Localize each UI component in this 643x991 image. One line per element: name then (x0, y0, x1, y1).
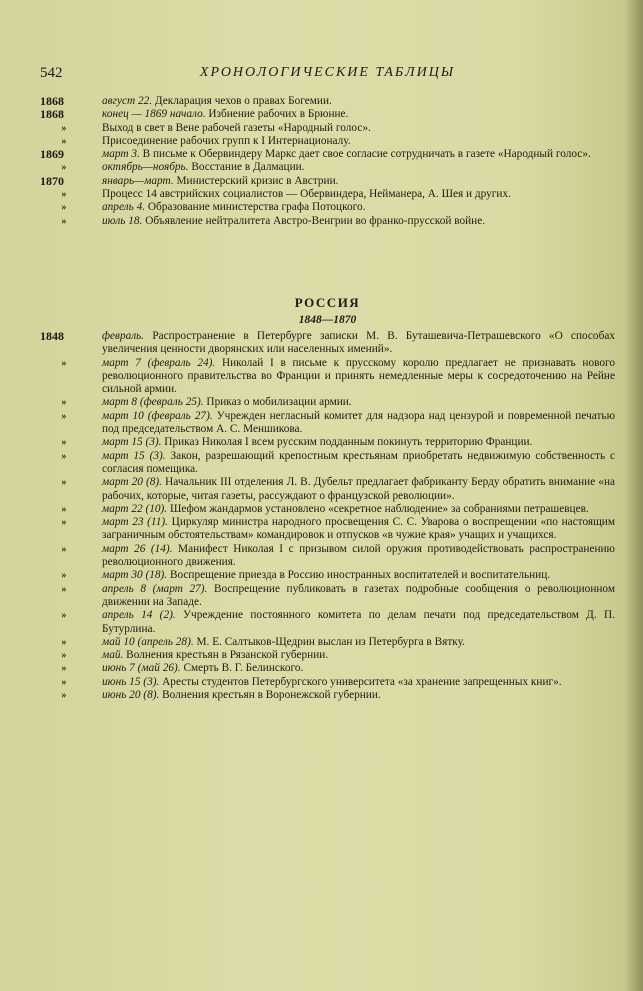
entry-year: » (61, 570, 67, 582)
entry-year: 1868 (40, 94, 64, 108)
entry-year: » (61, 610, 67, 622)
entry-date: март 20 (8). (102, 476, 163, 489)
chronology-entry (40, 450, 615, 477)
entry-year: » (61, 517, 67, 529)
entry-year: » (61, 650, 67, 662)
entry-date: май 10 (апрель 28). (102, 635, 194, 648)
chronology-entry (40, 569, 615, 582)
chronology-entry (40, 396, 615, 409)
austria-entries (40, 95, 615, 228)
entry-text: Смерть В. Г. Белинского. (183, 662, 304, 675)
chronology-entry (40, 583, 615, 610)
entry-date: май. (102, 649, 124, 662)
chronology-entry (40, 476, 615, 503)
entry-text: В письме к Обервиндеру Маркс дает свое согласие сотрудничать в газете «Народный голос». (142, 148, 591, 161)
chronology-entry (40, 215, 615, 228)
chronology-entry (40, 649, 615, 662)
entry-date: апрель 8 (март 27). (102, 582, 208, 595)
chronology-entry (40, 543, 615, 570)
entry-date: март 15 (3). (102, 449, 166, 462)
entry-text: Воспрещение приезда в Россию иностранных воспитателей и воспитательниц. (169, 569, 551, 582)
running-head: ХРОНОЛОГИЧЕСКИЕ ТАБЛИЦЫ (199, 65, 456, 80)
entry-text: Волнения крестьян в Воронежской губернии. (162, 689, 381, 702)
entry-year: 1869 (40, 147, 64, 162)
entry-date: март 8 (февраль 25). (102, 396, 204, 409)
entry-date: февраль. (102, 330, 145, 342)
entry-date: март 22 (10). (102, 502, 168, 515)
entry-text: Образование министерства графа Потоцкого. (147, 201, 366, 214)
chronology-entry (40, 609, 615, 636)
chronology-entry (40, 516, 615, 543)
entry-date: октябрь—ноябрь. (102, 161, 189, 174)
entry-date: июнь 20 (8). (102, 689, 160, 702)
chronology-entry (40, 636, 615, 649)
chronology-entry (40, 689, 615, 702)
chronology-entry (40, 201, 615, 214)
entry-text: Процесс 14 австрийских социалистов — Обервиндера, Нейманера, А. Шея и других. (102, 188, 511, 201)
chronology-entry (40, 122, 615, 135)
entry-text: Николай I в письме к прусскому королю предлагает не признавать нового революционного правительства во Франции и принять немедленные меры к сосредоточению на Рейне сильной армии. (102, 356, 615, 396)
entry-date: апрель 14 (2). (102, 609, 176, 622)
entry-text: Министерский кризис в Австрии. (176, 174, 339, 187)
entry-year: » (61, 477, 67, 489)
entry-text: Объявление нейтралитета Австро-Венгрии во франко-прусской войне. (145, 214, 486, 227)
entry-text: Воспрещение публиковать в газетах подробные сообщения о революционном движении на Западе. (102, 582, 616, 608)
entry-date: март 10 (февраль 27). (102, 409, 213, 422)
entry-date: конец — 1869 начало. (102, 108, 206, 121)
entry-date: январь—март. (102, 174, 174, 187)
chronology-entry (40, 161, 615, 174)
entry-text: Манифест Николая I с призывом силой оружия противодействовать распространению революционного движения. (102, 542, 615, 569)
entry-year: » (61, 663, 67, 675)
entry-text: Приказ Николая I всем русским подданным покинуть территорию Франции. (164, 436, 533, 449)
section-subtitle: 1848—1870 (298, 314, 357, 326)
entry-date: март 26 (14). (102, 542, 173, 555)
entry-date: март 3. (102, 148, 140, 161)
entry-text: Восстание в Далмации. (191, 161, 305, 174)
entry-year: » (61, 357, 67, 369)
entry-year: » (61, 215, 67, 227)
entry-text: Присоединение рабочих групп к I Интернационалу. (102, 134, 351, 147)
entry-text: Избиение рабочих в Брюнне. (208, 108, 349, 121)
entry-year: » (61, 122, 67, 134)
chronology-entry (40, 330, 615, 357)
entry-year: 1868 (40, 107, 64, 122)
page-header (40, 65, 615, 85)
entry-year: » (61, 583, 67, 595)
chronology-entry (40, 148, 615, 161)
page-number: 542 (40, 65, 63, 81)
entry-text: Декларация чехов о правах Богемии. (154, 95, 332, 107)
chronology-entry (40, 676, 615, 689)
entry-text: М. Е. Салтыков-Щедрин выслан из Петербурга в Вятку. (196, 635, 465, 648)
entry-date: март 30 (18). (102, 569, 168, 582)
entry-year: » (61, 162, 67, 174)
entry-text: Начальник III отделения Л. В. Дубельт предлагает фабриканту Берду обратить внимание «на рабочих, которые, читая газеты, рассуждают о французской революции». (102, 476, 616, 502)
chronology-entry (40, 188, 615, 201)
entry-text: Аресты студентов Петербургского университета «за хранение запрещенных книг». (162, 675, 562, 688)
entry-year: » (61, 636, 67, 648)
chronology-entry (40, 436, 615, 449)
entry-year: » (61, 202, 67, 214)
entry-text: Волнения крестьян в Рязанской губернии. (126, 649, 329, 662)
entry-year: » (61, 397, 67, 409)
chronology-entry (40, 357, 615, 397)
chronology-entry (40, 662, 615, 675)
entry-text: Учрежден негласный комитет для надзора над цензурой и повременной печатью под председательством А. С. Меншикова. (102, 409, 616, 436)
entry-year: » (61, 135, 67, 147)
entry-date: март 23 (11). (102, 516, 168, 529)
chronology-entry (40, 135, 615, 148)
entry-year: » (61, 437, 67, 449)
entry-date: июль 18. (102, 214, 143, 227)
entry-year: » (61, 676, 67, 688)
chronology-entry (40, 410, 615, 437)
entry-year: » (61, 450, 67, 462)
entry-year: » (61, 410, 67, 422)
entry-date: март 7 (февраль 24). (102, 356, 216, 369)
chronology-entry (40, 108, 615, 121)
entry-text: Выход в свет в Вене рабочей газеты «Народный голос». (102, 121, 371, 134)
entry-text: Распространение в Петербурге записки М. В. Буташевича-Петрашевского «О способах увеличения ценности дворянских или населенных имений». (102, 330, 615, 356)
entry-date: июнь 7 (май 26). (102, 662, 181, 675)
entry-text: Приказ о мобилизации армии. (206, 396, 352, 409)
chronology-entry (40, 95, 615, 108)
entry-text: Циркуляр министра народного просвещения С. С. Уварова о воспрещении «по настоящим заграничным обстоятельствам» командировок и отпусков «в чужие края» учащих и учащихся. (102, 516, 615, 542)
chronology-entry (40, 175, 615, 188)
entry-year: » (61, 189, 67, 201)
entry-year: 1870 (40, 173, 64, 188)
entry-date: март 15 (3). (102, 436, 162, 449)
entry-year: » (61, 543, 67, 555)
section-title: РОССИЯ (294, 295, 361, 310)
entry-text: Шефом жандармов установлено «секретное наблюдение» за собраниями петрашевцев. (169, 502, 589, 515)
entry-year: 1848 (40, 329, 64, 343)
entry-year: » (61, 503, 67, 515)
chronology-entry (40, 503, 615, 516)
entry-text: Закон, разрешающий крепостным крестьянам приобретать недвижимую собственность с согласия помещика. (102, 449, 616, 475)
entry-date: апрель 4. (102, 201, 146, 214)
entry-year: » (61, 690, 67, 702)
entry-date: август 22. (102, 95, 153, 107)
entry-text: Учреждение постоянного комитета по делам печати под председательством Д. П. Бутурлина. (102, 609, 616, 635)
russia-entries (40, 330, 615, 702)
entry-date: июнь 15 (3). (102, 675, 160, 688)
